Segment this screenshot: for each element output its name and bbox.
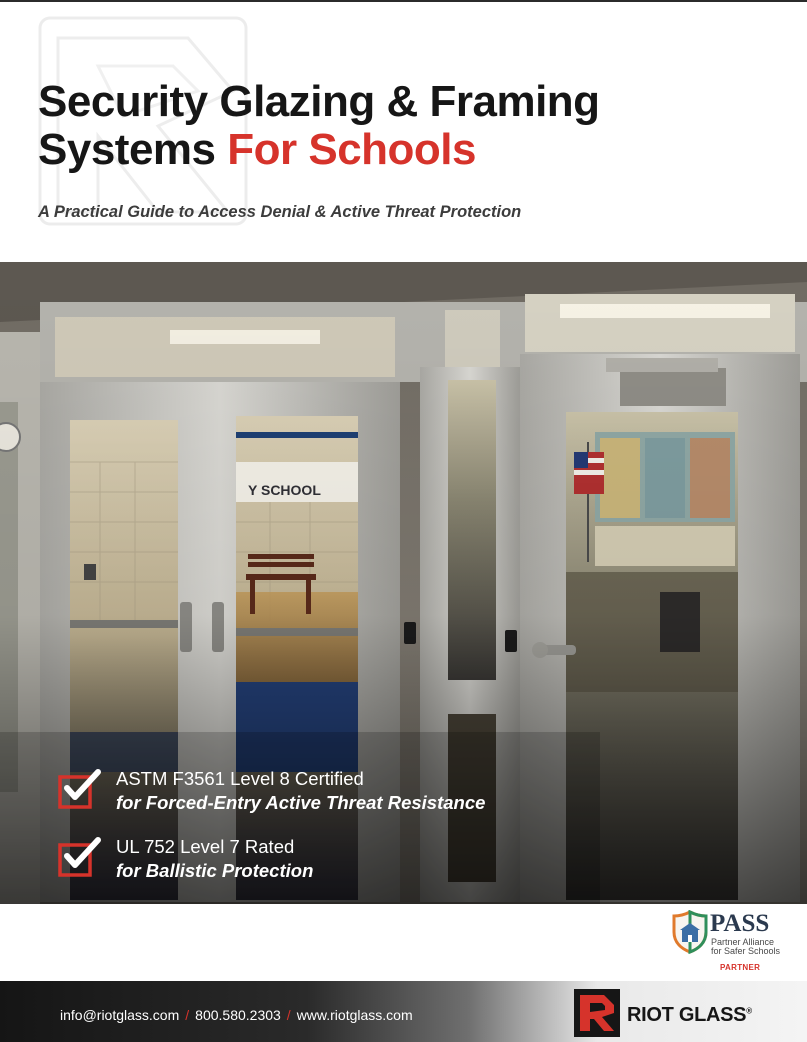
title-line2-accent: For Schools [227, 125, 476, 174]
pass-name: PASS [710, 910, 770, 937]
partner-badge: PARTNER [720, 963, 761, 972]
title-line2-prefix: Systems [38, 125, 216, 174]
brand-name [627, 1004, 752, 1027]
checkbox-check-icon [58, 836, 104, 878]
brand-text: RIOT GLASS [627, 1004, 747, 1026]
feature-title: UL 752 Level 7 Rated [116, 836, 295, 857]
feature-title: ASTM F3561 Level 8 Certified [116, 768, 364, 789]
contact-website[interactable]: www.riotglass.com [296, 1007, 413, 1023]
contact-phone[interactable]: 800.580.2303 [195, 1007, 281, 1023]
pass-subtitle-line2: for Safer Schools [711, 946, 781, 956]
separator: / [185, 1007, 190, 1023]
checkbox-check-icon [58, 768, 104, 810]
pass-partner-logo [672, 910, 784, 974]
page-subtitle: A Practical Guide to Access Denial & Active Threat Protection [38, 203, 522, 221]
contact-email[interactable]: info@riotglass.com [60, 1007, 180, 1023]
top-rule [0, 0, 807, 2]
feature-detail: for Forced-Entry Active Threat Resistance [116, 792, 486, 813]
page-title [38, 78, 778, 174]
feature-astm [58, 768, 578, 818]
pass-subtitle-line1: Partner Alliance [711, 937, 775, 947]
separator: / [286, 1007, 291, 1023]
contact-line [60, 1007, 413, 1023]
brand-mark: ® [746, 1006, 752, 1016]
pass-subtitle [711, 938, 791, 956]
riot-glass-logo [574, 989, 784, 1037]
feature-detail: for Ballistic Protection [116, 860, 314, 881]
footer-bar [0, 981, 807, 1042]
shield-schoolhouse-icon [672, 910, 708, 954]
title-line1: Security Glazing & Framing [38, 77, 600, 126]
feature-ul752 [58, 836, 578, 886]
riot-glass-r-icon [574, 989, 620, 1037]
